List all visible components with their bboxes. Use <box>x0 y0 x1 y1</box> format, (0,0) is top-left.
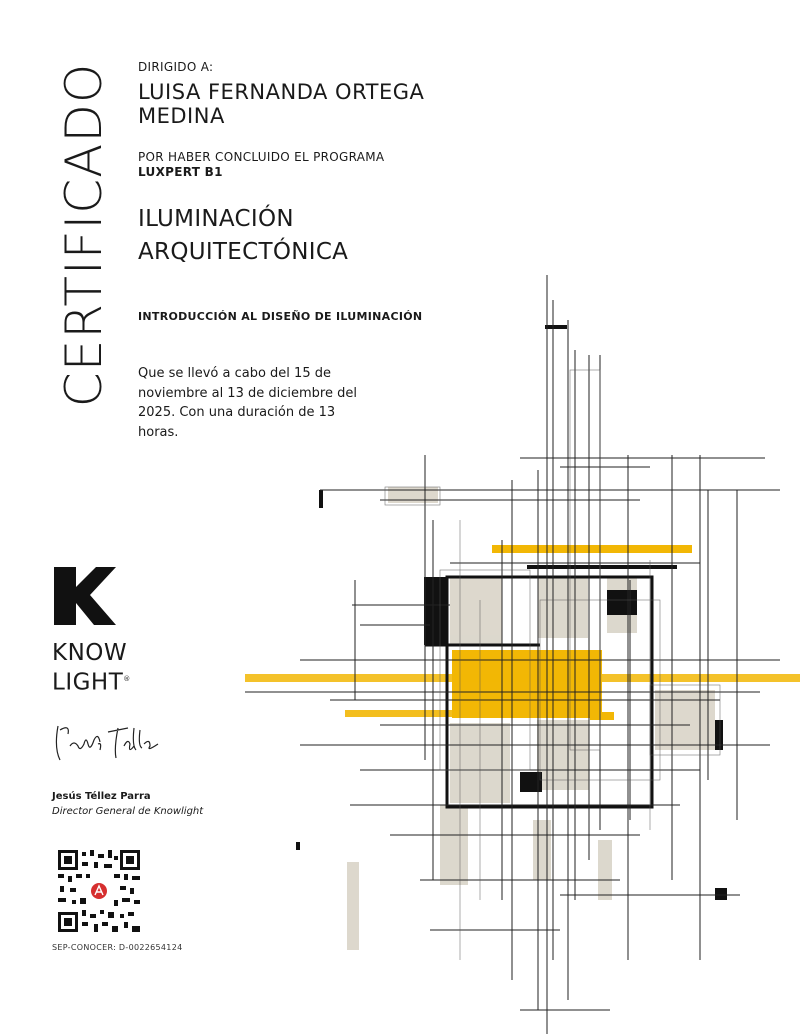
description-line2: noviembre al 13 de diciembre del <box>138 385 357 401</box>
brand-line2: LIGHT® <box>52 669 131 696</box>
description-line3: 2025. Con una duración de 13 horas. <box>138 405 336 440</box>
brand-line1: KNOW <box>52 640 128 666</box>
module-title: INTRODUCCIÓN AL DISEÑO DE ILUMINACIÓN <box>138 310 423 323</box>
program-code: LUXPERT B1 <box>138 165 223 179</box>
sep-conocer-registration: SEP-CONOCER: D-0022654124 <box>52 943 183 952</box>
program-label: POR HABER CONCLUIDO EL PROGRAMA <box>138 150 385 164</box>
signer-title: Director General de Knowlight <box>52 806 204 817</box>
course-title-line2: ARQUITECTÓNICA <box>138 239 349 265</box>
verification-qr-code-icon[interactable] <box>58 850 140 932</box>
recipient-name-line1: LUISA FERNANDA ORTEGA <box>138 80 425 104</box>
recipient-name-line2: MEDINA <box>138 104 225 128</box>
handwritten-signature <box>50 718 160 768</box>
brand-wordmark <box>52 640 131 696</box>
certificate-vertical-title: CERTIFICADO <box>55 62 113 408</box>
directed-to-label: DIRIGIDO A: <box>138 60 214 74</box>
description-line1: Que se llevó a cabo del 15 de <box>138 366 331 381</box>
signer-block <box>52 789 203 819</box>
knowlight-logo-icon <box>52 565 118 627</box>
signer-name: Jesús Téllez Parra <box>52 791 151 802</box>
course-title-line1: ILUMINACIÓN <box>138 206 294 232</box>
